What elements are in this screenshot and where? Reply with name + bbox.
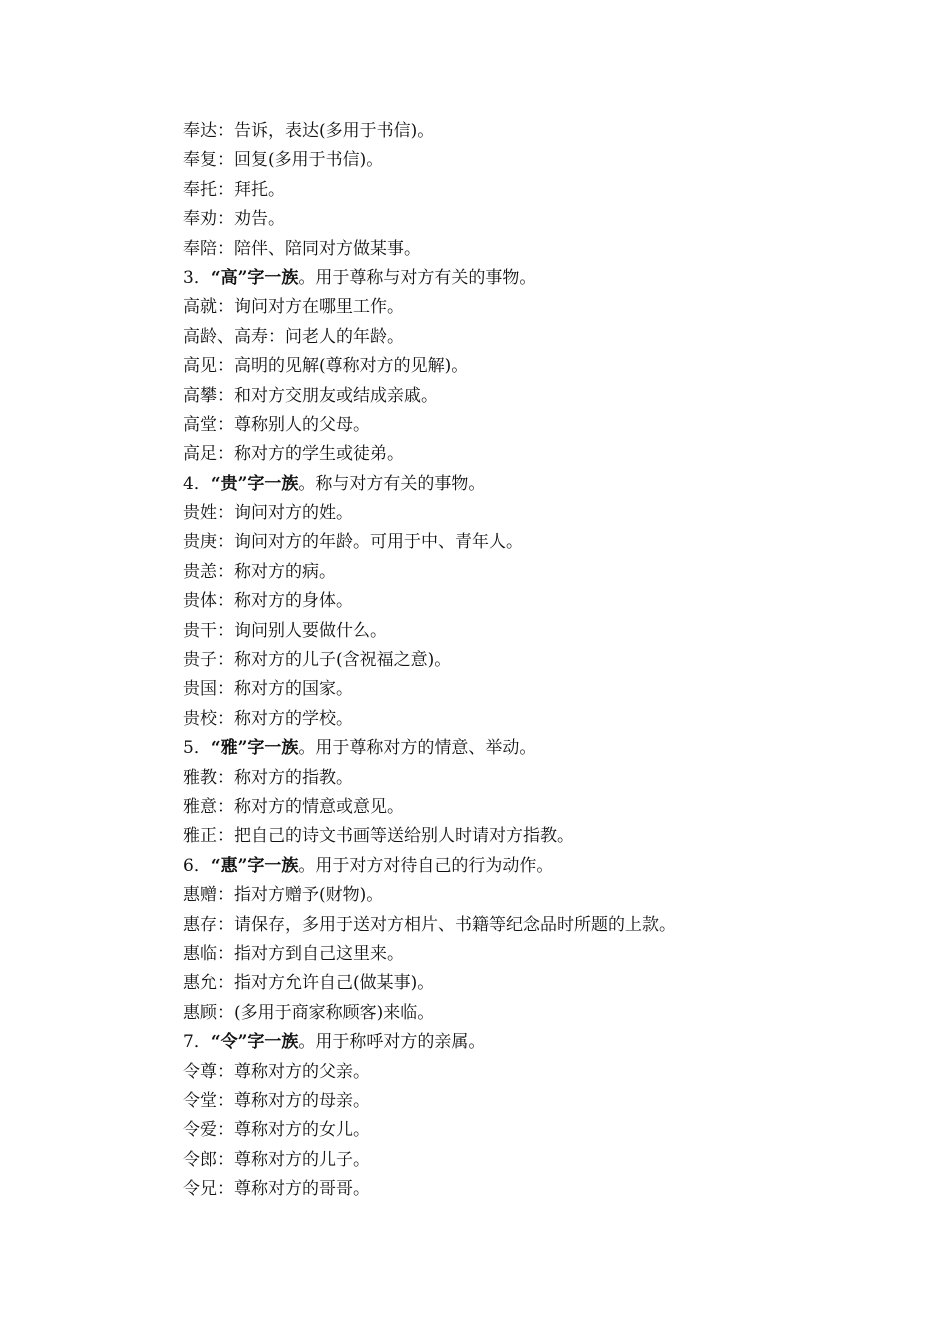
section-key: “令”字一族	[210, 1032, 299, 1053]
term-entry: 高堂：尊称别人的父母。	[183, 414, 370, 435]
term-entry: 雅正：把自己的诗文书画等送给别人时请对方指教。	[183, 826, 574, 847]
term-entry: 惠存：请保存，多用于送对方相片、书籍等纪念品时所题的上款。	[183, 914, 676, 935]
section-heading	[183, 734, 883, 763]
term-entry: 雅教：称对方的指教。	[183, 767, 353, 788]
term-entry: 令兄：尊称对方的哥哥。	[183, 1179, 370, 1200]
section-number: 5．	[183, 738, 211, 759]
section-number: 4．	[183, 473, 211, 494]
term-entry: 惠赠：指对方赠予(财物)。	[183, 885, 384, 906]
term-entry: 高龄、高寿：问老人的年龄。	[183, 326, 404, 347]
term-entry: 贵恙：称对方的病。	[183, 561, 336, 582]
section-description: 。用于对方对待自己的行为动作。	[298, 855, 554, 876]
section-heading	[183, 852, 883, 881]
term-entry: 雅意：称对方的情意或意见。	[183, 796, 404, 817]
term-entry: 奉陪：陪伴、陪同对方做某事。	[183, 238, 421, 259]
term-entry: 高见：高明的见解(尊称对方的见解)。	[183, 356, 469, 377]
section-heading	[183, 264, 883, 293]
term-entry: 贵国：称对方的国家。	[183, 679, 353, 700]
section-description: 。用于尊称对方的情意、举动。	[298, 738, 537, 759]
section-heading	[183, 1028, 883, 1057]
section-description: 。用于称呼对方的亲属。	[298, 1032, 486, 1053]
term-entry: 贵子：称对方的儿子(含祝福之意)。	[183, 650, 452, 671]
section-number: 3．	[183, 267, 211, 288]
term-entry: 令堂：尊称对方的母亲。	[183, 1090, 370, 1111]
section-description: 。称与对方有关的事物。	[298, 473, 486, 494]
term-entry: 令爱：尊称对方的女儿。	[183, 1120, 370, 1141]
term-entry: 令尊：尊称对方的父亲。	[183, 1061, 370, 1082]
term-entry: 奉达：告诉，表达(多用于书信)。	[183, 121, 435, 141]
term-entry: 高足：称对方的学生或徒弟。	[183, 444, 404, 465]
section-key: “贵”字一族	[210, 473, 299, 494]
term-entry: 贵姓：询问对方的姓。	[183, 503, 353, 524]
document-body	[183, 117, 883, 1204]
term-entry: 奉劝：劝告。	[183, 209, 285, 230]
section-heading	[183, 470, 883, 499]
section-number: 7．	[183, 1032, 211, 1053]
section-key: “雅”字一族	[210, 738, 299, 759]
term-entry: 奉托：拜托。	[183, 179, 285, 200]
term-entry: 高攀：和对方交朋友或结成亲戚。	[183, 385, 438, 406]
term-entry: 贵庚：询问对方的年龄。可用于中、青年人。	[183, 532, 523, 553]
section-key: “惠”字一族	[210, 855, 299, 876]
term-entry: 奉复：回复(多用于书信)。	[183, 150, 384, 171]
term-entry: 贵体：称对方的身体。	[183, 591, 353, 612]
section-description: 。用于尊称与对方有关的事物。	[298, 267, 537, 288]
section-key: “高”字一族	[210, 267, 299, 288]
term-entry: 高就：询问对方在哪里工作。	[183, 297, 404, 318]
term-entry: 惠允：指对方允许自己(做某事)。	[183, 973, 435, 994]
term-entry: 贵校：称对方的学校。	[183, 708, 353, 729]
term-entry: 令郎：尊称对方的儿子。	[183, 1149, 370, 1170]
term-entry: 贵干：询问别人要做什么。	[183, 620, 387, 641]
term-entry: 惠顾：(多用于商家称顾客)来临。	[183, 1002, 435, 1023]
section-number: 6．	[183, 855, 211, 876]
term-entry: 惠临：指对方到自己这里来。	[183, 943, 404, 964]
